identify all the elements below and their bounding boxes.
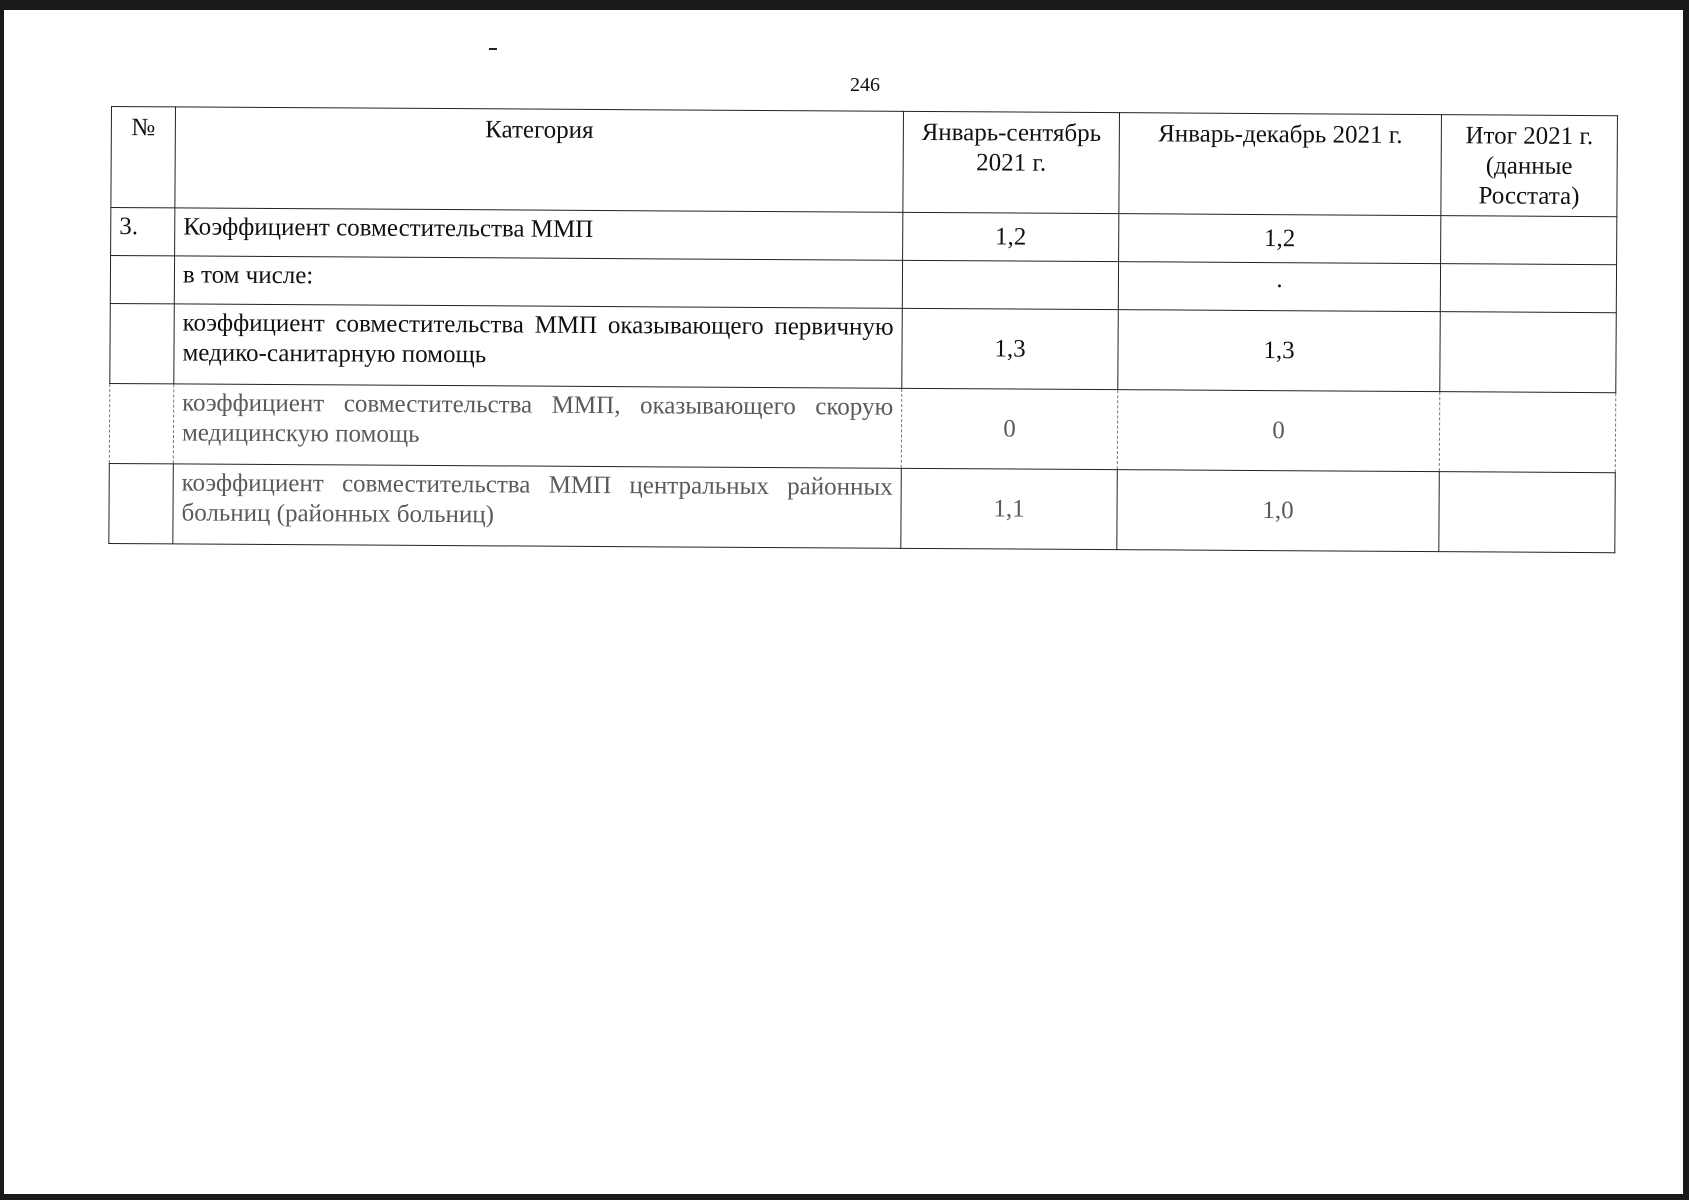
row-num: 3. — [111, 208, 175, 256]
row-total — [1440, 264, 1616, 313]
table-header-row — [111, 107, 1618, 217]
page-number: 246 — [850, 74, 880, 96]
row-jan-dec: · — [1118, 262, 1440, 312]
header-category: Категория — [175, 107, 904, 212]
row-num — [110, 303, 174, 383]
row-num — [109, 383, 173, 463]
scan-mark — [489, 48, 497, 50]
header-num: № — [111, 107, 176, 208]
row-category: Коэффициент совместительства ММП — [175, 208, 903, 260]
row-category: в том числе: — [174, 256, 902, 308]
row-category: коэффициент совместительства ММП центральных районных больниц (районных больниц) — [173, 464, 901, 548]
row-total — [1441, 216, 1617, 265]
row-jan-dec: 1,3 — [1118, 310, 1440, 392]
row-num — [110, 256, 174, 304]
row-total — [1440, 312, 1616, 393]
header-jan-dec: Январь-декабрь 2021 г. — [1119, 113, 1442, 216]
table-row — [109, 463, 1615, 552]
row-num — [109, 463, 173, 543]
row-jan-dec: 0 — [1117, 390, 1439, 472]
row-total — [1439, 392, 1615, 473]
table-row — [109, 383, 1615, 472]
data-table — [108, 106, 1618, 553]
row-category: коэффициент совместительства ММП оказывающего первичную медико-санитарную помощь — [174, 304, 902, 388]
row-jan-dec: 1,0 — [1117, 470, 1439, 552]
row-jan-sep — [902, 260, 1118, 309]
header-jan-sep: Январь-сентябрь 2021 г. — [903, 111, 1120, 213]
row-jan-sep: 1,2 — [903, 212, 1119, 261]
table-row — [110, 303, 1616, 392]
row-category: коэффициент совместительства ММП, оказывающего скорую медицинскую помощь — [173, 384, 901, 468]
row-jan-sep: 1,1 — [901, 468, 1117, 549]
header-total: Итог 2021 г. (данные Росстата) — [1441, 115, 1618, 217]
row-jan-dec: 1,2 — [1119, 214, 1441, 264]
row-jan-sep: 1,3 — [902, 308, 1118, 389]
row-jan-sep: 0 — [901, 388, 1117, 469]
row-total — [1439, 472, 1615, 553]
